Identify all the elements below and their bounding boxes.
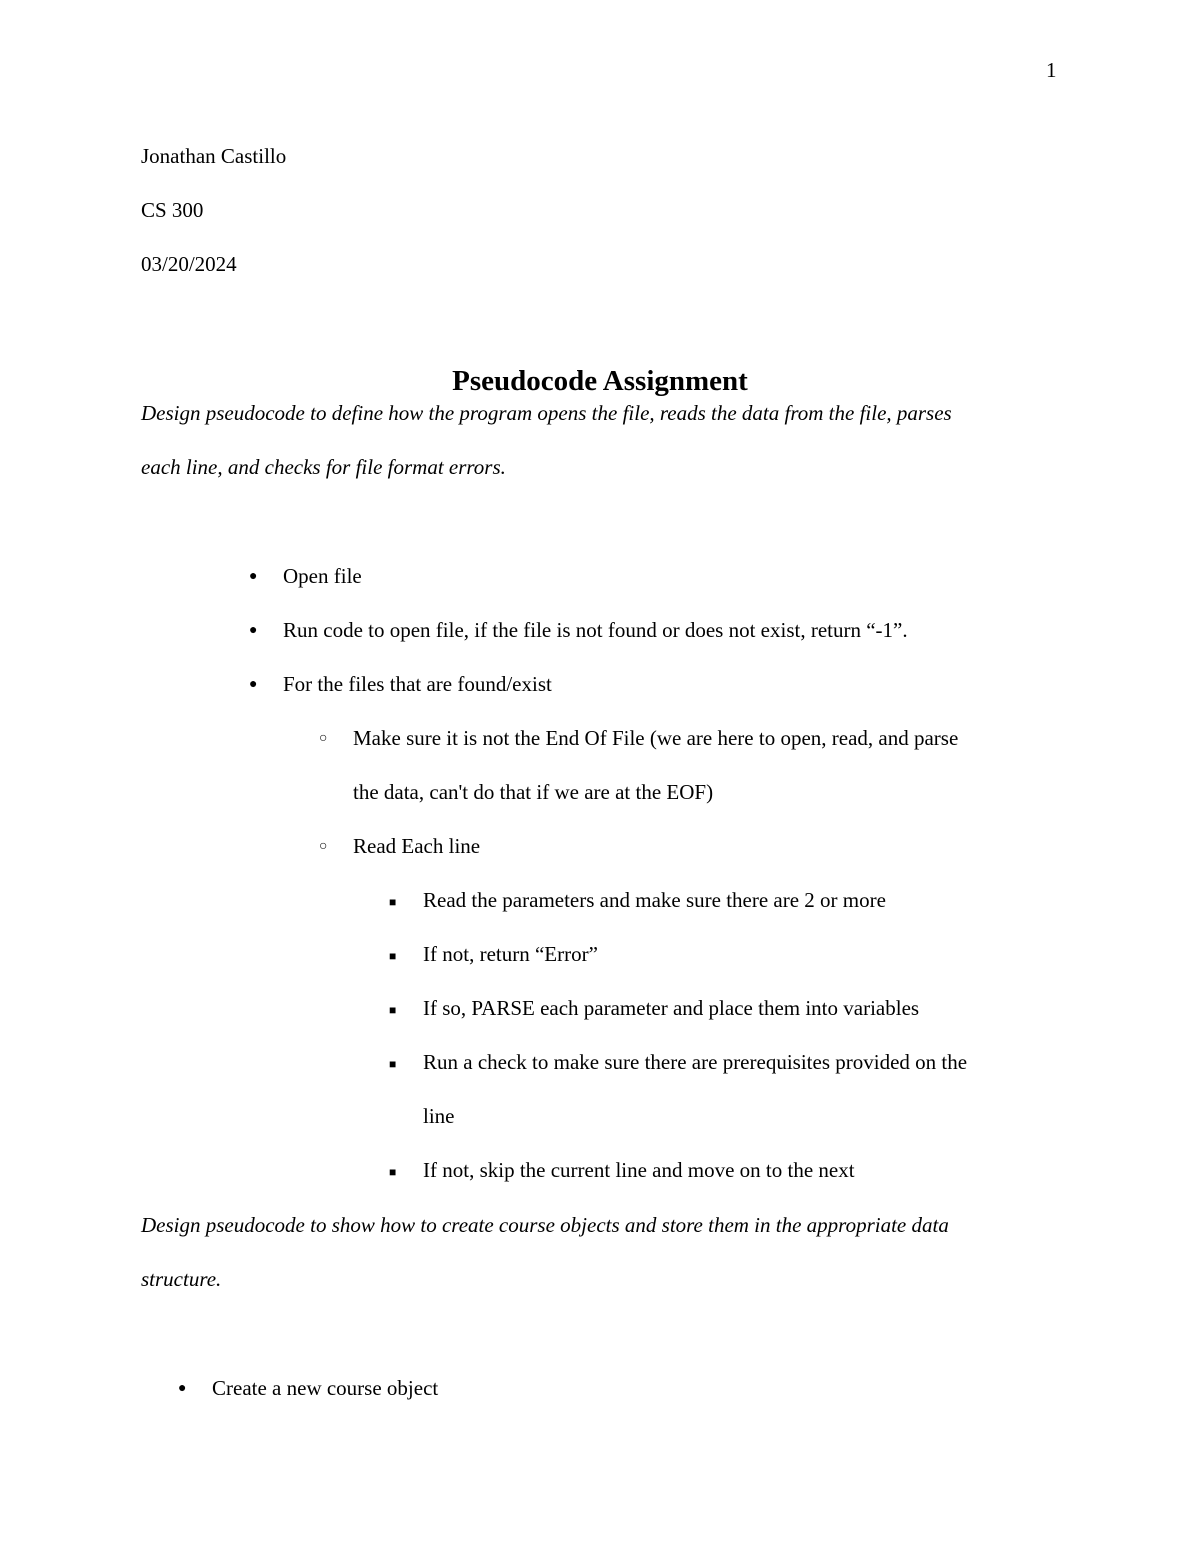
list-item-create-course: Create a new course object bbox=[212, 1376, 439, 1400]
square-bullet-icon: ■ bbox=[389, 895, 397, 909]
hollow-bullet-icon: ○ bbox=[319, 839, 328, 854]
bullet-icon: ● bbox=[249, 623, 258, 638]
section2-prompt-line1: Design pseudocode to show how to create course objects and store them in the appropriate data bbox=[141, 1213, 949, 1237]
list-item-run-check-line2: line bbox=[423, 1104, 455, 1128]
date: 03/20/2024 bbox=[141, 252, 237, 276]
square-bullet-icon: ■ bbox=[389, 949, 397, 963]
list-item-if-not-skip: If not, skip the current line and move on to the next bbox=[423, 1158, 855, 1182]
list-item-make-sure-line1: Make sure it is not the End Of File (we are here to open, read, and parse bbox=[353, 726, 959, 750]
bullet-icon: ● bbox=[178, 1381, 187, 1396]
square-bullet-icon: ■ bbox=[389, 1165, 397, 1179]
list-item-if-so-parse: If so, PARSE each parameter and place them into variables bbox=[423, 996, 920, 1020]
list-item-run-code: Run code to open file, if the file is not found or does not exist, return “-1”. bbox=[283, 618, 908, 642]
course-code: CS 300 bbox=[141, 198, 204, 222]
list-item-read-params: Read the parameters and make sure there are 2 or more bbox=[423, 888, 886, 912]
list-item-for-files: For the files that are found/exist bbox=[283, 672, 552, 696]
section1-prompt-line2: each line, and checks for file format errors. bbox=[141, 455, 506, 479]
hollow-bullet-icon: ○ bbox=[319, 731, 328, 746]
section1-prompt-line1: Design pseudocode to define how the program opens the file, reads the data from the file, parses bbox=[141, 401, 952, 425]
list-item-run-check-line1: Run a check to make sure there are prerequisites provided on the bbox=[423, 1050, 968, 1074]
page-number: 1 bbox=[1046, 58, 1057, 82]
list-item-if-not-error: If not, return “Error” bbox=[423, 942, 598, 966]
square-bullet-icon: ■ bbox=[389, 1057, 397, 1071]
square-bullet-icon: ■ bbox=[389, 1003, 397, 1017]
section2-prompt-line2: structure. bbox=[141, 1267, 222, 1291]
list-item-make-sure-line2: the data, can't do that if we are at the EOF) bbox=[353, 780, 714, 804]
list-item-open-file: Open file bbox=[283, 564, 362, 588]
author-name: Jonathan Castillo bbox=[141, 144, 287, 168]
page-title: Pseudocode Assignment bbox=[452, 365, 748, 397]
bullet-icon: ● bbox=[249, 677, 258, 692]
bullet-icon: ● bbox=[249, 569, 258, 584]
list-item-read-each-line: Read Each line bbox=[353, 834, 481, 858]
